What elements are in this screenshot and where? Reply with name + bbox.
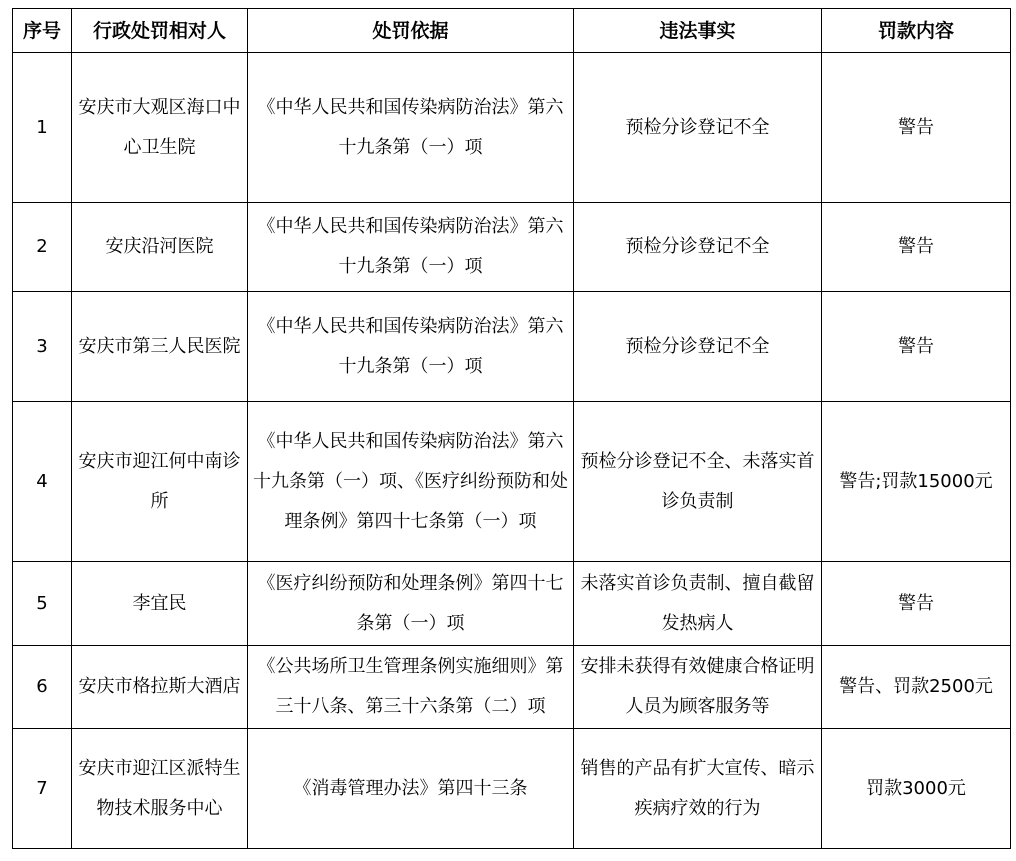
cell-fine: 警告 bbox=[822, 203, 1011, 292]
table-row bbox=[13, 402, 1011, 562]
header-basis: 处罚依据 bbox=[248, 9, 574, 53]
cell-fact: 预检分诊登记不全 bbox=[574, 292, 822, 402]
cell-basis: 《消毒管理办法》第四十三条 bbox=[248, 729, 574, 849]
cell-fine: 警告 bbox=[822, 292, 1011, 402]
cell-no: 5 bbox=[13, 562, 72, 646]
cell-fine: 警告 bbox=[822, 562, 1011, 646]
table-row bbox=[13, 292, 1011, 402]
penalty-table bbox=[12, 8, 1011, 849]
cell-fact: 未落实首诊负责制、擅自截留发热病人 bbox=[574, 562, 822, 646]
cell-basis: 《中华人民共和国传染病防治法》第六十九条第（一）项 bbox=[248, 292, 574, 402]
cell-no: 1 bbox=[13, 53, 72, 203]
cell-fact: 预检分诊登记不全 bbox=[574, 203, 822, 292]
cell-party: 安庆市大观区海口中心卫生院 bbox=[72, 53, 248, 203]
cell-fine: 警告 bbox=[822, 53, 1011, 203]
cell-basis: 《中华人民共和国传染病防治法》第六十九条第（一）项 bbox=[248, 203, 574, 292]
cell-party: 安庆市迎江区派特生物技术服务中心 bbox=[72, 729, 248, 849]
cell-no: 3 bbox=[13, 292, 72, 402]
cell-fine: 警告;罚款15000元 bbox=[822, 402, 1011, 562]
header-no: 序号 bbox=[13, 9, 72, 53]
cell-fact: 预检分诊登记不全、未落实首诊负责制 bbox=[574, 402, 822, 562]
table-row bbox=[13, 646, 1011, 729]
header-row bbox=[13, 9, 1011, 53]
header-party: 行政处罚相对人 bbox=[72, 9, 248, 53]
cell-party: 李宜民 bbox=[72, 562, 248, 646]
cell-no: 2 bbox=[13, 203, 72, 292]
cell-basis: 《医疗纠纷预防和处理条例》第四十七条第（一）项 bbox=[248, 562, 574, 646]
cell-no: 4 bbox=[13, 402, 72, 562]
cell-fact: 预检分诊登记不全 bbox=[574, 53, 822, 203]
cell-fact: 销售的产品有扩大宣传、暗示疾病疗效的行为 bbox=[574, 729, 822, 849]
cell-party: 安庆市格拉斯大酒店 bbox=[72, 646, 248, 729]
table-row bbox=[13, 562, 1011, 646]
cell-no: 7 bbox=[13, 729, 72, 849]
cell-fact: 安排未获得有效健康合格证明人员为顾客服务等 bbox=[574, 646, 822, 729]
cell-basis: 《中华人民共和国传染病防治法》第六十九条第（一）项 bbox=[248, 53, 574, 203]
table-row bbox=[13, 729, 1011, 849]
table-row bbox=[13, 203, 1011, 292]
cell-party: 安庆市迎江何中南诊所 bbox=[72, 402, 248, 562]
cell-basis: 《公共场所卫生管理条例实施细则》第三十八条、第三十六条第（二）项 bbox=[248, 646, 574, 729]
header-fine: 罚款内容 bbox=[822, 9, 1011, 53]
cell-no: 6 bbox=[13, 646, 72, 729]
cell-fine: 罚款3000元 bbox=[822, 729, 1011, 849]
cell-party: 安庆沿河医院 bbox=[72, 203, 248, 292]
cell-party: 安庆市第三人民医院 bbox=[72, 292, 248, 402]
header-fact: 违法事实 bbox=[574, 9, 822, 53]
table-row bbox=[13, 53, 1011, 203]
cell-basis: 《中华人民共和国传染病防治法》第六十九条第（一）项、《医疗纠纷预防和处理条例》第四十七条第（一）项 bbox=[248, 402, 574, 562]
cell-fine: 警告、罚款2500元 bbox=[822, 646, 1011, 729]
